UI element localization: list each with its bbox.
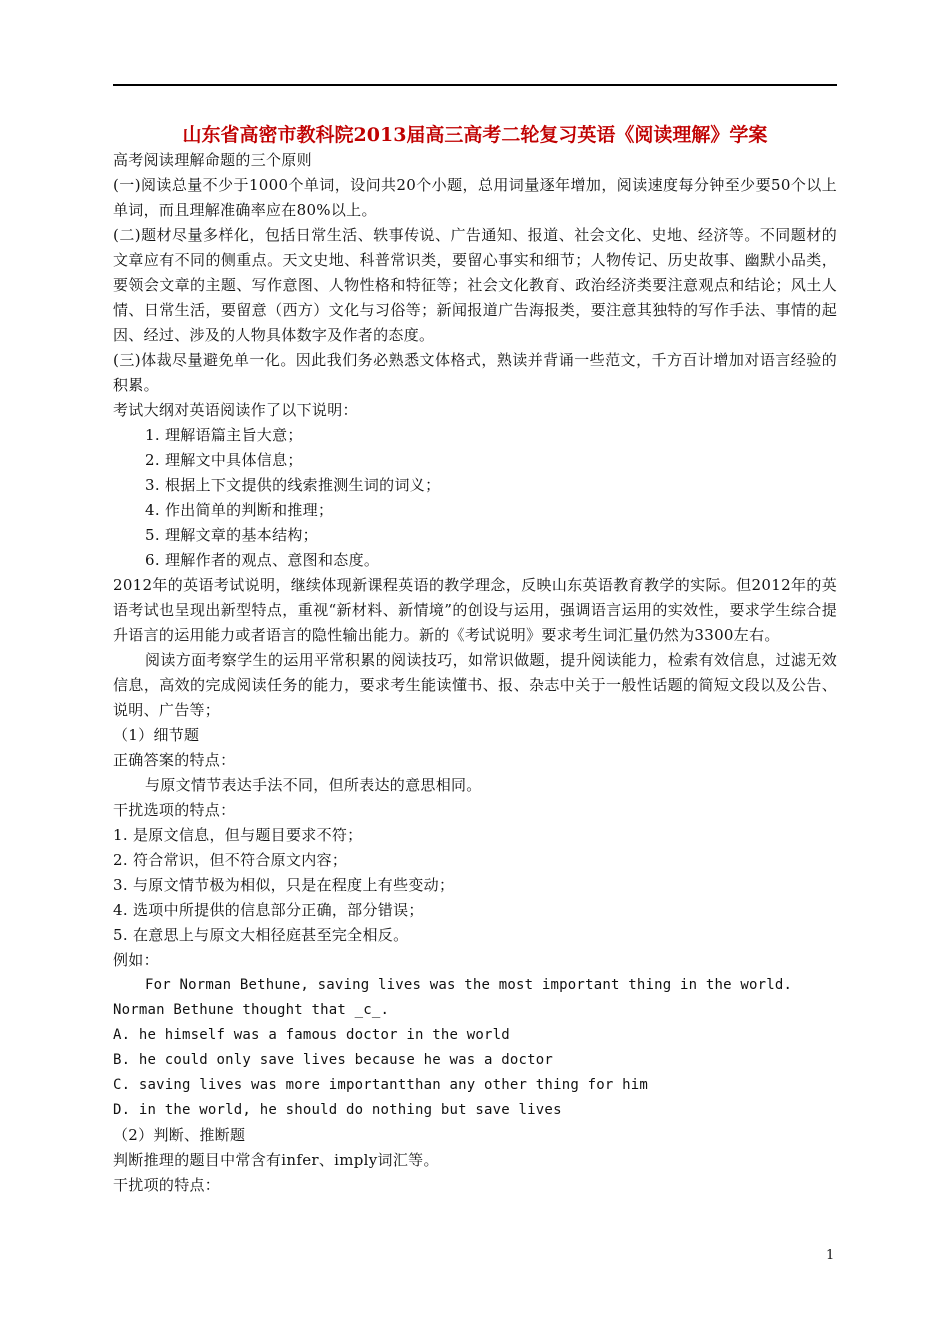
example-question: Norman Bethune thought that _c_. [113,1002,390,1018]
detail-question-heading: （1）细节题 [113,726,200,744]
document-body [113,148,837,1198]
page-number: 1 [826,1248,835,1263]
principle-1: (一)阅读总量不少于1000个单词，设问共20个小题，总用词量逐年增加，阅读速度每分钟至少要50个以上单词，而且理解准确率应在80%以上。 [113,176,837,219]
correct-answer-text: 与原文情节表达手法不同，但所表达的意思相同。 [145,776,482,794]
reading-paragraph: 阅读方面考察学生的运用平常积累的阅读技巧，如常识做题，提升阅读能力，检索有效信息，过滤无效信息，高效的完成阅读任务的能力，要求考生能读懂书、报、杂志中关于一般性话题的简短文段以及公告、说明、广告等； [113,651,837,719]
distractor-item: 1. 是原文信息，但与题目要求不符； [113,826,363,844]
inference-note: 判断推理的题目中常含有infer、imply词汇等。 [113,1151,439,1169]
principle-2: (二)题材尽量多样化，包括日常生活、轶事传说、广告通知、报道、社会文化、史地、经济等。不同题材的文章应有不同的侧重点。天文史地、科普常识类，要留心事实和细节；人物传记、历史故事、幽默小品类，要领会文章的主题、写作意图、人物性格和特征等；社会文化教育、政治经济类要注意观点和结论；风土人情、日常生活，要留意（西方）文化与习俗等；新闻报道广告海报类，要注意其独特的写作手法、事情的起因、经过、涉及的人物具体数字及作者的态度。 [113,226,837,344]
document-title: 山东省高密市教科院2013届高三高考二轮复习英语《阅读理解》学案 [182,124,768,146]
distractor-heading-2: 干扰项的特点： [113,1176,221,1194]
syllabus-item: 2. 理解文中具体信息； [145,451,303,469]
syllabus-item: 4. 作出简单的判断和推理； [145,501,334,519]
distractor-item: 3. 与原文情节极为相似，只是在程度上有些变动； [113,876,455,894]
exam-2012-paragraph: 2012年的英语考试说明，继续体现新课程英语的教学理念，反映山东英语教育教学的实际。但2012年的英语考试也呈现出新型特点，重视“新材料、新情境”的创设与运用，强调语言运用的实效性，要求学生综合提升语言的运用能力或者语言的隐性输出能力。新的《考试说明》要求考生词汇量仍然为3300左右。 [113,576,837,644]
example-label: 例如： [113,951,159,969]
option-b: B. he could only save lives because he was a doctor [113,1052,554,1068]
option-d: D. in the world, he should do nothing but save lives [113,1102,562,1118]
syllabus-item: 1. 理解语篇主旨大意； [145,426,303,444]
distractor-item: 4. 选项中所提供的信息部分正确，部分错误； [113,901,424,919]
correct-answer-heading: 正确答案的特点： [113,751,236,769]
syllabus-item: 3. 根据上下文提供的线索推测生词的词义； [145,476,441,494]
header-rule [113,84,837,86]
syllabus-item: 6. 理解作者的观点、意图和态度。 [145,551,380,569]
syllabus-item: 5. 理解文章的基本结构； [145,526,318,544]
option-c: C. saving lives was more importantthan any other thing for him [113,1077,648,1093]
section-heading: 高考阅读理解命题的三个原则 [113,151,312,169]
example-sentence: For Norman Bethune, saving lives was the most important thing in the world. [145,977,793,993]
principle-3: (三)体裁尽量避免单一化。因此我们务必熟悉文体格式，熟读并背诵一些范文，千方百计增加对语言经验的积累。 [113,351,837,394]
distractor-item: 2. 符合常识，但不符合原文内容； [113,851,348,869]
inference-question-heading: （2）判断、推断题 [113,1126,246,1144]
option-a: A. he himself was a famous doctor in the world [113,1027,510,1043]
distractor-heading: 干扰选项的特点： [113,801,236,819]
syllabus-intro: 考试大纲对英语阅读作了以下说明： [113,401,358,419]
distractor-item: 5. 在意思上与原文大相径庭甚至完全相反。 [113,926,409,944]
